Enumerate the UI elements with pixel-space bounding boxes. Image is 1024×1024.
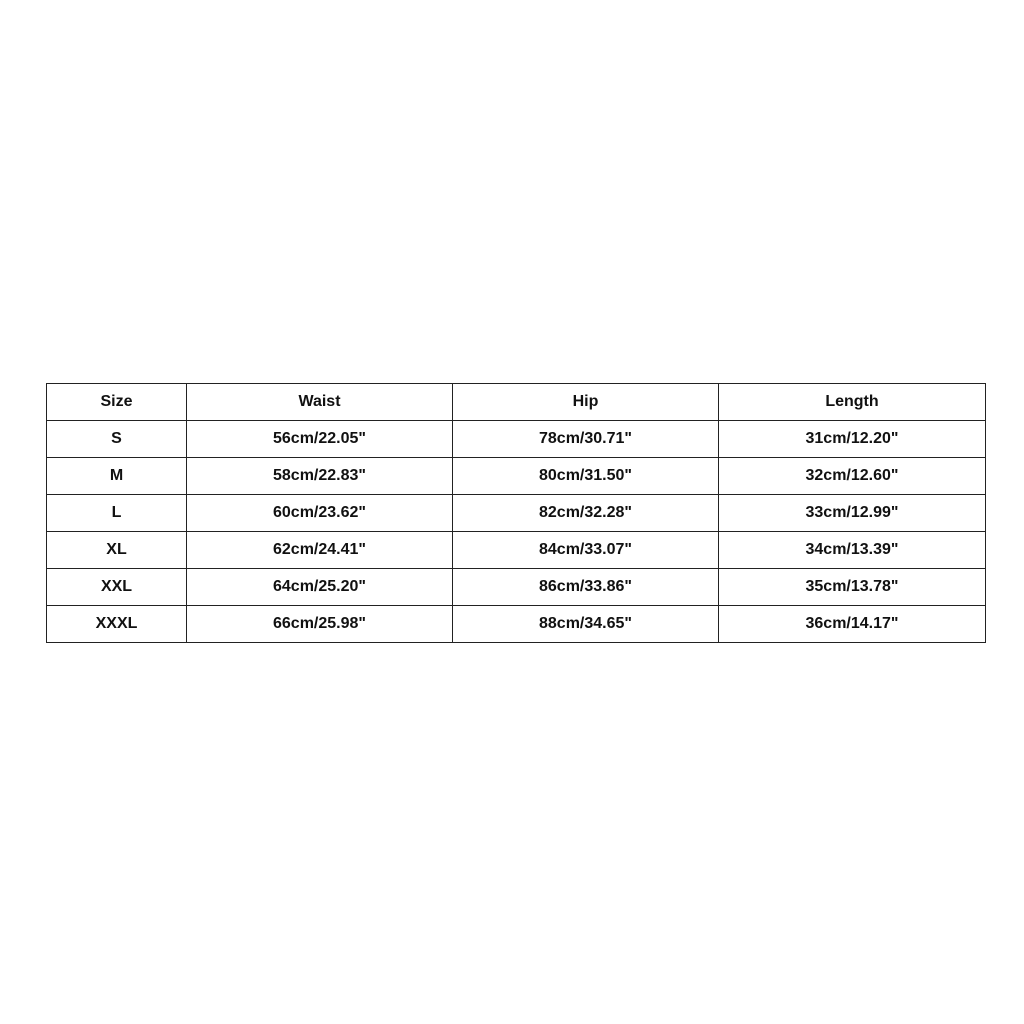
hip-cell: 84cm/33.07" [453, 532, 719, 569]
waist-cell: 64cm/25.20" [187, 569, 453, 606]
header-row [47, 384, 986, 421]
table-row [47, 421, 986, 458]
hip-cell: 88cm/34.65" [453, 606, 719, 643]
size-cell: S [47, 421, 187, 458]
waist-cell: 60cm/23.62" [187, 495, 453, 532]
length-cell: 32cm/12.60" [719, 458, 986, 495]
waist-cell: 62cm/24.41" [187, 532, 453, 569]
header-hip: Hip [453, 384, 719, 421]
size-cell: XXXL [47, 606, 187, 643]
table-row [47, 532, 986, 569]
table-row [47, 606, 986, 643]
header-length: Length [719, 384, 986, 421]
hip-cell: 86cm/33.86" [453, 569, 719, 606]
length-cell: 33cm/12.99" [719, 495, 986, 532]
waist-cell: 56cm/22.05" [187, 421, 453, 458]
size-chart-table [46, 383, 986, 643]
table-row [47, 495, 986, 532]
table-row [47, 569, 986, 606]
length-cell: 36cm/14.17" [719, 606, 986, 643]
length-cell: 35cm/13.78" [719, 569, 986, 606]
length-cell: 34cm/13.39" [719, 532, 986, 569]
waist-cell: 66cm/25.98" [187, 606, 453, 643]
header-size: Size [47, 384, 187, 421]
size-cell: L [47, 495, 187, 532]
hip-cell: 78cm/30.71" [453, 421, 719, 458]
waist-cell: 58cm/22.83" [187, 458, 453, 495]
length-cell: 31cm/12.20" [719, 421, 986, 458]
hip-cell: 82cm/32.28" [453, 495, 719, 532]
size-cell: M [47, 458, 187, 495]
size-cell: XL [47, 532, 187, 569]
header-waist: Waist [187, 384, 453, 421]
hip-cell: 80cm/31.50" [453, 458, 719, 495]
table-row [47, 458, 986, 495]
size-cell: XXL [47, 569, 187, 606]
